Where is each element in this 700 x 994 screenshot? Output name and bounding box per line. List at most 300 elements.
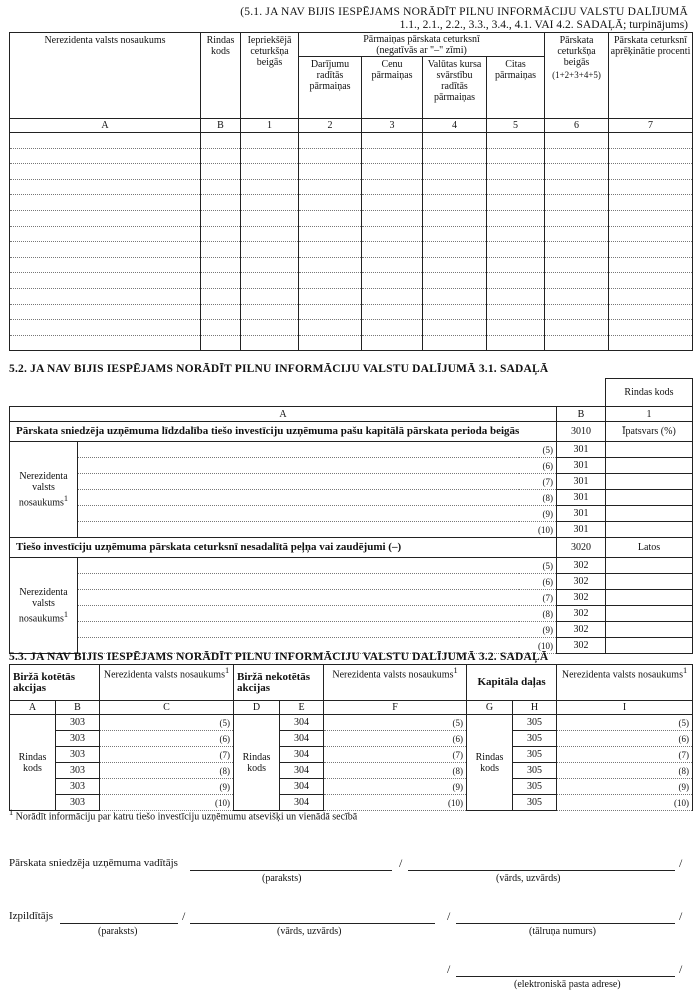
country-name-field[interactable]: (7): [100, 747, 234, 763]
value-field[interactable]: [606, 442, 693, 458]
entry-cell[interactable]: [10, 210, 201, 226]
letter-cell: B: [56, 701, 100, 715]
row-number: (10): [519, 638, 557, 654]
table-row: [10, 226, 693, 242]
footnote: [9, 807, 357, 822]
entry-cell[interactable]: [487, 133, 545, 149]
country-name-field[interactable]: [78, 458, 519, 474]
country-name-field[interactable]: (10): [324, 795, 467, 811]
value-field[interactable]: [606, 490, 693, 506]
col-interest-header: Pārskata ceturksnī aprēķinātie procenti: [609, 33, 693, 119]
letter-cell: 7: [609, 119, 693, 133]
entry-cell[interactable]: [10, 195, 201, 211]
entry-cell[interactable]: [423, 179, 487, 195]
row-code: 304: [280, 715, 324, 731]
col-deals-header: Darījumu radītās pārmaiņas: [299, 57, 362, 119]
row-code: 305: [513, 731, 557, 747]
entry-cell[interactable]: [609, 179, 693, 195]
row-code: 303: [56, 763, 100, 779]
entry-cell[interactable]: [545, 226, 609, 242]
entry-cell[interactable]: [299, 210, 362, 226]
end-quarter-label: Pārskata ceturkšņa beigās: [557, 35, 596, 68]
entry-cell[interactable]: [241, 288, 299, 304]
entry-cell[interactable]: [241, 179, 299, 195]
entry-cell[interactable]: [241, 273, 299, 289]
table-row: [10, 474, 693, 490]
entry-cell[interactable]: [423, 335, 487, 351]
manager-signature-caption: (paraksts): [262, 873, 302, 884]
entry-cell[interactable]: [487, 179, 545, 195]
entry-cell[interactable]: [423, 288, 487, 304]
entry-cell[interactable]: [299, 304, 362, 320]
country-name-field[interactable]: [78, 622, 519, 638]
entry-cell[interactable]: [423, 164, 487, 180]
entry-cell[interactable]: [545, 164, 609, 180]
entry-cell[interactable]: [362, 242, 423, 258]
entry-cell[interactable]: [299, 242, 362, 258]
entry-cell[interactable]: [299, 195, 362, 211]
block1-title: Pārskata sniedzēja uzņēmuma līdzdalība tiešo investīciju uzņēmuma pašu kapitālā pārskata perioda beigās: [10, 422, 557, 442]
entry-cell[interactable]: [545, 257, 609, 273]
entry-cell[interactable]: [609, 226, 693, 242]
entry-cell[interactable]: [241, 335, 299, 351]
entry-cell[interactable]: [299, 273, 362, 289]
letter-cell: C: [100, 701, 234, 715]
letter-cell: 5: [487, 119, 545, 133]
col-prev-quarter-header: Iepriekšējā ceturkšņa beigās: [241, 33, 299, 119]
country-name-field[interactable]: [78, 522, 519, 538]
country-name-field[interactable]: [78, 506, 519, 522]
row-code: 302: [557, 622, 606, 638]
row-code: 303: [56, 715, 100, 731]
table-row: [10, 606, 693, 622]
country-name-field[interactable]: (6): [324, 731, 467, 747]
entry-cell[interactable]: [487, 304, 545, 320]
top-heading-line1: (5.1. JA NAV BIJIS IESPĒJAMS NORĀDĪT PILNU INFORMĀCIJU VALSTU DALĪJUMĀ: [240, 6, 688, 18]
entry-cell[interactable]: [201, 273, 241, 289]
side-label-text: Nerezidenta valsts nosaukums: [18, 470, 68, 509]
entry-cell[interactable]: [10, 148, 201, 164]
country-name-field[interactable]: (5): [557, 715, 693, 731]
entry-cell[interactable]: [10, 179, 201, 195]
col-fx-header: Valūtas kursa svārstību radītās pārmaiņas: [423, 57, 487, 119]
row-code: 301: [557, 522, 606, 538]
row-code: 303: [56, 731, 100, 747]
table-row: [10, 164, 693, 180]
table-row: [10, 304, 693, 320]
entry-cell[interactable]: [487, 210, 545, 226]
country-name-field[interactable]: (7): [324, 747, 467, 763]
manager-name-caption: (vārds, uzvārds): [496, 873, 561, 884]
entry-cell[interactable]: [545, 273, 609, 289]
entry-cell[interactable]: [241, 148, 299, 164]
entry-cell[interactable]: [423, 226, 487, 242]
entry-cell[interactable]: [201, 257, 241, 273]
entry-cell[interactable]: [10, 257, 201, 273]
row-code: 301: [557, 474, 606, 490]
country-name-field[interactable]: [78, 490, 519, 506]
g3-country-header: Nerezidenta valsts nosaukums$^1$: [557, 665, 693, 701]
executor-signature-field[interactable]: [60, 923, 178, 924]
table1-entry-rows: [10, 133, 693, 351]
entry-cell[interactable]: [10, 304, 201, 320]
block2-rows: [10, 558, 693, 654]
entry-cell[interactable]: [201, 226, 241, 242]
entry-cell[interactable]: [609, 195, 693, 211]
executor-phone-field[interactable]: [456, 923, 675, 924]
value-field[interactable]: [606, 590, 693, 606]
entry-cell[interactable]: [241, 195, 299, 211]
value-field[interactable]: [606, 506, 693, 522]
row-number: (5): [519, 442, 557, 458]
executor-phone-caption: (tālruņa numurs): [529, 926, 596, 937]
s52-col-b: B: [557, 407, 606, 422]
table-section-5-3: [9, 664, 693, 811]
letter-cell: G: [467, 701, 513, 715]
executor-email-field[interactable]: [456, 976, 675, 977]
country-name-field[interactable]: (5): [100, 715, 234, 731]
country-name-field[interactable]: [78, 442, 519, 458]
entry-cell[interactable]: [241, 320, 299, 336]
entry-cell[interactable]: [487, 226, 545, 242]
entry-cell[interactable]: [487, 320, 545, 336]
entry-cell[interactable]: [201, 210, 241, 226]
row-code: 305: [513, 715, 557, 731]
value-field[interactable]: [606, 558, 693, 574]
row-code: 303: [56, 795, 100, 811]
country-name-field[interactable]: [78, 574, 519, 590]
s52-row-code-header: Rindas kods: [606, 379, 693, 407]
col-price-header: Cenu pārmaiņas: [362, 57, 423, 119]
footnote-mark: 1: [63, 493, 69, 503]
changes-group-note: (negatīvās ar "–" zīmi): [376, 45, 467, 56]
entry-cell[interactable]: [362, 210, 423, 226]
entry-cell[interactable]: [299, 320, 362, 336]
entry-cell[interactable]: [362, 320, 423, 336]
entry-cell[interactable]: [10, 273, 201, 289]
row-code: 301: [557, 506, 606, 522]
entry-cell[interactable]: [201, 195, 241, 211]
section-5-3-heading: 5.3. JA NAV BIJIS IESPĒJAMS NORĀDĪT PILNU INFORMĀCIJU VALSTU DALĪJUMĀ 3.2. SADAĻĀ: [9, 651, 549, 663]
entry-cell[interactable]: [487, 335, 545, 351]
slash: /: [399, 856, 403, 870]
entry-cell[interactable]: [423, 133, 487, 149]
block2-side-label: [10, 558, 78, 654]
letter-cell: D: [234, 701, 280, 715]
entry-cell[interactable]: [423, 148, 487, 164]
country-name-field[interactable]: (9): [100, 779, 234, 795]
section-5-2-heading: 5.2. JA NAV BIJIS IESPĒJAMS NORĀDĪT PILNU INFORMĀCIJU VALSTU DALĪJUMĀ 3.1. SADAĻĀ: [9, 363, 549, 375]
value-field[interactable]: [606, 474, 693, 490]
executor-signature-caption: (paraksts): [98, 926, 138, 937]
country-name-field[interactable]: [78, 606, 519, 622]
entry-cell[interactable]: [10, 164, 201, 180]
footnote-mark: 1: [63, 609, 69, 619]
table-section-5-2: [9, 378, 693, 654]
entry-cell[interactable]: [299, 226, 362, 242]
letter-cell: 4: [423, 119, 487, 133]
country-name-field[interactable]: (8): [100, 763, 234, 779]
row-number: (7): [519, 474, 557, 490]
country-name-field[interactable]: [78, 474, 519, 490]
country-name-field[interactable]: (7): [557, 747, 693, 763]
country-name-field[interactable]: (6): [557, 731, 693, 747]
entry-cell[interactable]: [201, 242, 241, 258]
row-code: 304: [280, 763, 324, 779]
entry-cell[interactable]: [201, 288, 241, 304]
entry-cell[interactable]: [10, 288, 201, 304]
slash: /: [447, 962, 451, 976]
entry-cell[interactable]: [241, 304, 299, 320]
entry-cell[interactable]: [241, 257, 299, 273]
entry-cell[interactable]: [299, 148, 362, 164]
entry-cell[interactable]: [423, 257, 487, 273]
country-name-field[interactable]: (8): [557, 763, 693, 779]
entry-cell[interactable]: [609, 148, 693, 164]
letter-cell: 2: [299, 119, 362, 133]
entry-cell[interactable]: [545, 133, 609, 149]
entry-cell[interactable]: [201, 148, 241, 164]
table-row: [10, 288, 693, 304]
entry-cell[interactable]: [241, 210, 299, 226]
entry-cell[interactable]: [487, 195, 545, 211]
row-code: 302: [557, 574, 606, 590]
row-number: (10): [519, 522, 557, 538]
table-row: [10, 731, 693, 747]
country-name-field[interactable]: (10): [557, 795, 693, 811]
entry-cell[interactable]: [299, 133, 362, 149]
blank-corner: [10, 379, 606, 407]
s53-letters-row: [10, 701, 693, 715]
row-number: (9): [519, 622, 557, 638]
g2-country-header: Nerezidenta valsts nosaukums$^1$: [324, 665, 467, 701]
table-row: [10, 335, 693, 351]
entry-cell[interactable]: [241, 242, 299, 258]
entry-cell[interactable]: [362, 288, 423, 304]
entry-cell[interactable]: [362, 257, 423, 273]
entry-cell[interactable]: [241, 133, 299, 149]
entry-cell[interactable]: [545, 304, 609, 320]
value-field[interactable]: [606, 606, 693, 622]
entry-cell[interactable]: [423, 320, 487, 336]
entry-cell[interactable]: [10, 226, 201, 242]
block2-unit: Latos: [606, 538, 693, 558]
entry-cell[interactable]: [299, 335, 362, 351]
entry-cell[interactable]: [423, 273, 487, 289]
entry-cell[interactable]: [609, 210, 693, 226]
entry-cell[interactable]: [299, 164, 362, 180]
entry-cell[interactable]: [362, 273, 423, 289]
row-code: 305: [513, 763, 557, 779]
entry-cell[interactable]: [10, 133, 201, 149]
letter-cell: A: [10, 119, 201, 133]
entry-cell[interactable]: [299, 257, 362, 273]
entry-cell[interactable]: [362, 133, 423, 149]
entry-cell[interactable]: [423, 195, 487, 211]
entry-cell[interactable]: [362, 195, 423, 211]
entry-cell[interactable]: [487, 242, 545, 258]
entry-cell[interactable]: [10, 335, 201, 351]
entry-cell[interactable]: [545, 179, 609, 195]
entry-cell[interactable]: [609, 335, 693, 351]
entry-cell[interactable]: [545, 148, 609, 164]
col-end-quarter-header: [545, 33, 609, 119]
letter-cell: F: [324, 701, 467, 715]
row-number: (6): [519, 458, 557, 474]
block2-code: 3020: [557, 538, 606, 558]
col-changes-group-header: [299, 33, 545, 57]
table-row: [10, 522, 693, 538]
table-row: [10, 210, 693, 226]
value-field[interactable]: [606, 574, 693, 590]
row-code: 303: [56, 779, 100, 795]
entry-cell[interactable]: [609, 304, 693, 320]
entry-cell[interactable]: [545, 288, 609, 304]
table-row: [10, 133, 693, 149]
entry-cell[interactable]: [201, 320, 241, 336]
entry-cell[interactable]: [545, 335, 609, 351]
entry-cell[interactable]: [201, 164, 241, 180]
manager-signature-field[interactable]: [190, 870, 392, 871]
entry-cell[interactable]: [201, 179, 241, 195]
entry-cell[interactable]: [487, 148, 545, 164]
entry-cell[interactable]: [362, 304, 423, 320]
row-code: 302: [557, 638, 606, 654]
row-code: 304: [280, 795, 324, 811]
entry-cell[interactable]: [545, 195, 609, 211]
letter-cell: I: [557, 701, 693, 715]
row-code-label: Rindas kods: [10, 715, 56, 811]
entry-cell[interactable]: [10, 242, 201, 258]
col-row-code-header: Rindas kods: [201, 33, 241, 119]
entry-cell[interactable]: [241, 164, 299, 180]
value-field[interactable]: [606, 638, 693, 654]
entry-cell[interactable]: [423, 242, 487, 258]
manager-name-field[interactable]: [408, 870, 675, 871]
value-field[interactable]: [606, 622, 693, 638]
side-label-text: Nerezidenta valsts nosaukums: [18, 586, 68, 625]
row-number: (8): [519, 606, 557, 622]
table-row: [10, 442, 693, 458]
row-code: 302: [557, 558, 606, 574]
entry-cell[interactable]: [423, 304, 487, 320]
row-code: 301: [557, 490, 606, 506]
table-row: [10, 490, 693, 506]
value-field[interactable]: [606, 522, 693, 538]
s52-col-a: A: [10, 407, 557, 422]
entry-cell[interactable]: [241, 226, 299, 242]
top-heading-line2: 1.1., 2.1., 2.2., 3.3., 3.4., 4.1. VAI 4.2. SADAĻĀ; turpinājums): [399, 19, 688, 31]
table-row: [10, 779, 693, 795]
table-row: [10, 590, 693, 606]
entry-cell[interactable]: [545, 210, 609, 226]
entry-cell[interactable]: [362, 164, 423, 180]
row-code-label: Rindas kods: [234, 715, 280, 811]
letter-cell: 3: [362, 119, 423, 133]
entry-cell[interactable]: [201, 335, 241, 351]
table-row: [10, 195, 693, 211]
executor-name-field[interactable]: [190, 923, 435, 924]
table-section-5-1: [9, 32, 693, 351]
country-name-field[interactable]: [78, 558, 519, 574]
entry-cell[interactable]: [487, 257, 545, 273]
entry-cell[interactable]: [545, 320, 609, 336]
entry-cell[interactable]: [545, 242, 609, 258]
entry-cell[interactable]: [299, 288, 362, 304]
entry-cell[interactable]: [487, 164, 545, 180]
entry-cell[interactable]: [487, 273, 545, 289]
entry-cell[interactable]: [609, 273, 693, 289]
entry-cell[interactable]: [609, 288, 693, 304]
country-name-field[interactable]: (6): [100, 731, 234, 747]
slash: /: [182, 909, 186, 923]
entry-cell[interactable]: [609, 242, 693, 258]
entry-cell[interactable]: [201, 133, 241, 149]
table-row: [10, 558, 693, 574]
block2-title: Tiešo investīciju uzņēmuma pārskata ceturksnī nesadalītā peļņa vai zaudējumi (–): [10, 538, 557, 558]
entry-cell[interactable]: [609, 164, 693, 180]
block1-rows: [10, 442, 693, 538]
row-code: 304: [280, 731, 324, 747]
entry-cell[interactable]: [201, 304, 241, 320]
entry-cell[interactable]: [487, 288, 545, 304]
entry-cell[interactable]: [362, 226, 423, 242]
letter-cell: E: [280, 701, 324, 715]
table-row: [10, 763, 693, 779]
end-quarter-formula: (1+2+3+4+5): [552, 70, 601, 80]
entry-cell[interactable]: [362, 335, 423, 351]
country-name-field[interactable]: (9): [324, 779, 467, 795]
row-code: 305: [513, 747, 557, 763]
row-number: (9): [519, 506, 557, 522]
table-row: [10, 574, 693, 590]
letter-cell: 1: [241, 119, 299, 133]
entry-cell[interactable]: [609, 257, 693, 273]
country-name-field[interactable]: (8): [324, 763, 467, 779]
country-name-field[interactable]: (10): [100, 795, 234, 811]
country-name-field[interactable]: [78, 590, 519, 606]
row-number: (8): [519, 490, 557, 506]
executor-email-caption: (elektroniskā pasta adrese): [514, 979, 621, 990]
table-row: [10, 257, 693, 273]
s52-col-1: 1: [606, 407, 693, 422]
entry-cell[interactable]: [299, 179, 362, 195]
g1-country-header: Nerezidenta valsts nosaukums$^1$: [100, 665, 234, 701]
country-name-field[interactable]: (9): [557, 779, 693, 795]
entry-cell[interactable]: [609, 133, 693, 149]
s53-rows: [10, 715, 693, 811]
block1-code: 3010: [557, 422, 606, 442]
row-code: 305: [513, 779, 557, 795]
letter-cell: H: [513, 701, 557, 715]
entry-cell[interactable]: [362, 179, 423, 195]
row-code: 301: [557, 442, 606, 458]
letters-row: [10, 119, 693, 133]
entry-cell[interactable]: [423, 210, 487, 226]
value-field[interactable]: [606, 458, 693, 474]
footnote-text: Norādīt informāciju par katru tiešo investīciju uzņēmumu atsevišķi un vienādā secībā: [15, 811, 358, 823]
executor-name-caption: (vārds, uzvārds): [277, 926, 342, 937]
entry-cell[interactable]: [609, 320, 693, 336]
entry-cell[interactable]: [10, 320, 201, 336]
row-number: (6): [519, 574, 557, 590]
entry-cell[interactable]: [362, 148, 423, 164]
row-code: 302: [557, 606, 606, 622]
slash: /: [447, 909, 451, 923]
table-row: [10, 179, 693, 195]
country-name-field[interactable]: (5): [324, 715, 467, 731]
executor-label: Izpildītājs: [9, 910, 53, 922]
